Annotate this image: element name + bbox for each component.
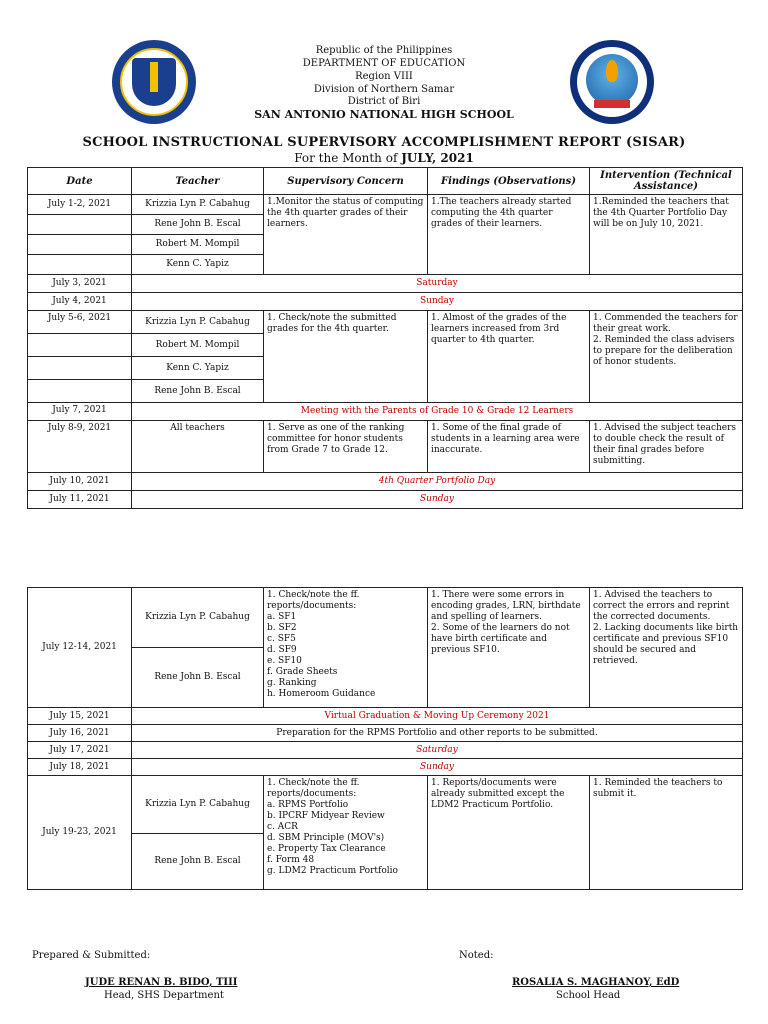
teacher-cell: Krizzia Lyn P. Cabahug: [132, 776, 264, 834]
concern-cell: 1. Check/note the ff. reports/documents: a. SF1 b. SF2 c. SF5 d. SF9 e. SF10 f. Grade Sheets g. Ranking h. Homeroom Guidance: [264, 588, 428, 708]
header-republic: Republic of the Philippines: [315, 45, 453, 56]
report-table-1: [27, 167, 743, 509]
date-cell: July 1-2, 2021: [28, 195, 132, 215]
school-head-position: School Head: [556, 990, 621, 1001]
school-head-name: ROSALIA S. MAGHANOY, EdD: [512, 977, 680, 988]
teacher-cell: All teachers: [132, 421, 264, 473]
teacher-cell: Kenn C. Yapiz: [132, 357, 264, 380]
date-cell-empty: [28, 235, 132, 255]
month-prefix: For the Month of: [294, 151, 402, 165]
date-cell-empty: [28, 334, 132, 357]
intervention-cell: 1. Advised the subject teachers to double check the result of their final grades before submitting.: [590, 421, 743, 473]
intervention-cell: 1. Reminded the teachers to submit it.: [590, 776, 743, 890]
concern-cell: 1. Serve as one of the ranking committee for honor students from Grade 7 to Grade 12.: [264, 421, 428, 473]
header-department: DEPARTMENT OF EDUCATION: [302, 58, 466, 69]
sunday-note: Sunday: [132, 293, 743, 311]
findings-cell: 1.The teachers already started computing the 4th quarter grades of their learners.: [428, 195, 590, 275]
concern-cell: 1. Check/note the submitted grades for the 4th quarter.: [264, 311, 428, 403]
date-cell-empty: [28, 255, 132, 275]
date-cell: July 16, 2021: [28, 725, 132, 742]
teacher-cell: Krizzia Lyn P. Cabahug: [132, 195, 264, 215]
date-cell: July 4, 2021: [28, 293, 132, 311]
date-cell-empty: [28, 215, 132, 235]
teacher-cell: Rene John B. Escal: [132, 380, 264, 403]
col-findings: Findings (Observations): [428, 168, 590, 195]
teacher-cell: Krizzia Lyn P. Cabahug: [132, 311, 264, 334]
concern-cell: 1.Monitor the status of computing the 4th quarter grades of their learners.: [264, 195, 428, 275]
date-cell: July 17, 2021: [28, 742, 132, 759]
preparer-name: JUDE RENAN B. BIDO, TIII: [85, 977, 238, 988]
preparer-position: Head, SHS Department: [104, 990, 224, 1001]
findings-cell: 1. Some of the final grade of students in a learning area were inaccurate.: [428, 421, 590, 473]
graduation-note: Virtual Graduation & Moving Up Ceremony 2021: [132, 708, 743, 725]
findings-cell: 1. There were some errors in encoding grades, LRN, birthdate and spelling of learners. 2. Some of the learners do not have birth certificate and previous SF10.: [428, 588, 590, 708]
header-district: District of Biri: [347, 96, 421, 107]
sunday-note: Sunday: [132, 759, 743, 776]
date-cell-empty: [28, 380, 132, 403]
col-date: Date: [28, 168, 132, 195]
header-division: Division of Northern Samar: [313, 84, 455, 95]
findings-cell: 1. Reports/documents were already submitted except the LDM2 Practicum Portfolio.: [428, 776, 590, 890]
col-teacher: Teacher: [132, 168, 264, 195]
prepared-label: Prepared & Submitted:: [32, 950, 151, 961]
teacher-cell: Krizzia Lyn P. Cabahug: [132, 588, 264, 648]
saturday-note: Saturday: [132, 275, 743, 293]
date-cell-empty: [28, 357, 132, 380]
teacher-cell: Rene John B. Escal: [132, 648, 264, 708]
teacher-cell: Rene John B. Escal: [132, 834, 264, 890]
school-name: SAN ANTONIO NATIONAL HIGH SCHOOL: [254, 108, 514, 121]
portfolio-day-note: 4th Quarter Portfolio Day: [132, 473, 743, 491]
intervention-cell: 1. Commended the teachers for their great work. 2. Reminded the class advisers to prepare for the deliberation of honor students.: [590, 311, 743, 403]
concern-cell: 1. Check/note the ff. reports/documents: a. RPMS Portfolio b. IPCRF Midyear Review c. ACR d. SBM Principle (MOV's) e. Property Tax Clearance f. Form 48 g. LDM2 Practicum Portfolio: [264, 776, 428, 890]
teacher-cell: Robert M. Mompil: [132, 235, 264, 255]
meeting-note: Meeting with the Parents of Grade 10 & Grade 12 Learners: [132, 403, 743, 421]
report-table-2: [27, 587, 743, 890]
intervention-cell: 1. Advised the teachers to correct the errors and reprint the corrected documents. 2. Lacking documents like birth certificate and previous SF10 should be secured and retrieved.: [590, 588, 743, 708]
col-concern: Supervisory Concern: [264, 168, 428, 195]
date-cell: July 12-14, 2021: [28, 588, 132, 708]
teacher-cell: Kenn C. Yapiz: [132, 255, 264, 275]
date-cell: July 5-6, 2021: [28, 311, 132, 334]
rpms-prep-note: Preparation for the RPMS Portfolio and other reports to be submitted.: [132, 725, 743, 742]
noted-label: Noted:: [459, 950, 494, 961]
report-month: [0, 151, 768, 165]
header-region: Region VIII: [355, 71, 413, 82]
date-cell: July 11, 2021: [28, 491, 132, 509]
date-cell: July 8-9, 2021: [28, 421, 132, 473]
teacher-cell: Rene John B. Escal: [132, 215, 264, 235]
findings-cell: 1. Almost of the grades of the learners increased from 3rd quarter to 4th quarter.: [428, 311, 590, 403]
saturday-note: Saturday: [132, 742, 743, 759]
date-cell: July 10, 2021: [28, 473, 132, 491]
date-cell: July 3, 2021: [28, 275, 132, 293]
col-intervention: Intervention (Technical Assistance): [590, 168, 743, 195]
report-title: SCHOOL INSTRUCTIONAL SUPERVISORY ACCOMPLISHMENT REPORT (SISAR): [82, 135, 686, 150]
date-cell: July 15, 2021: [28, 708, 132, 725]
month-value: JULY, 2021: [401, 151, 474, 165]
date-cell: July 19-23, 2021: [28, 776, 132, 890]
teacher-cell: Robert M. Mompil: [132, 334, 264, 357]
date-cell: July 7, 2021: [28, 403, 132, 421]
date-cell: July 18, 2021: [28, 759, 132, 776]
sunday-note: Sunday: [132, 491, 743, 509]
intervention-cell: 1.Reminded the teachers that the 4th Quarter Portfolio Day will be on July 10, 2021.: [590, 195, 743, 275]
